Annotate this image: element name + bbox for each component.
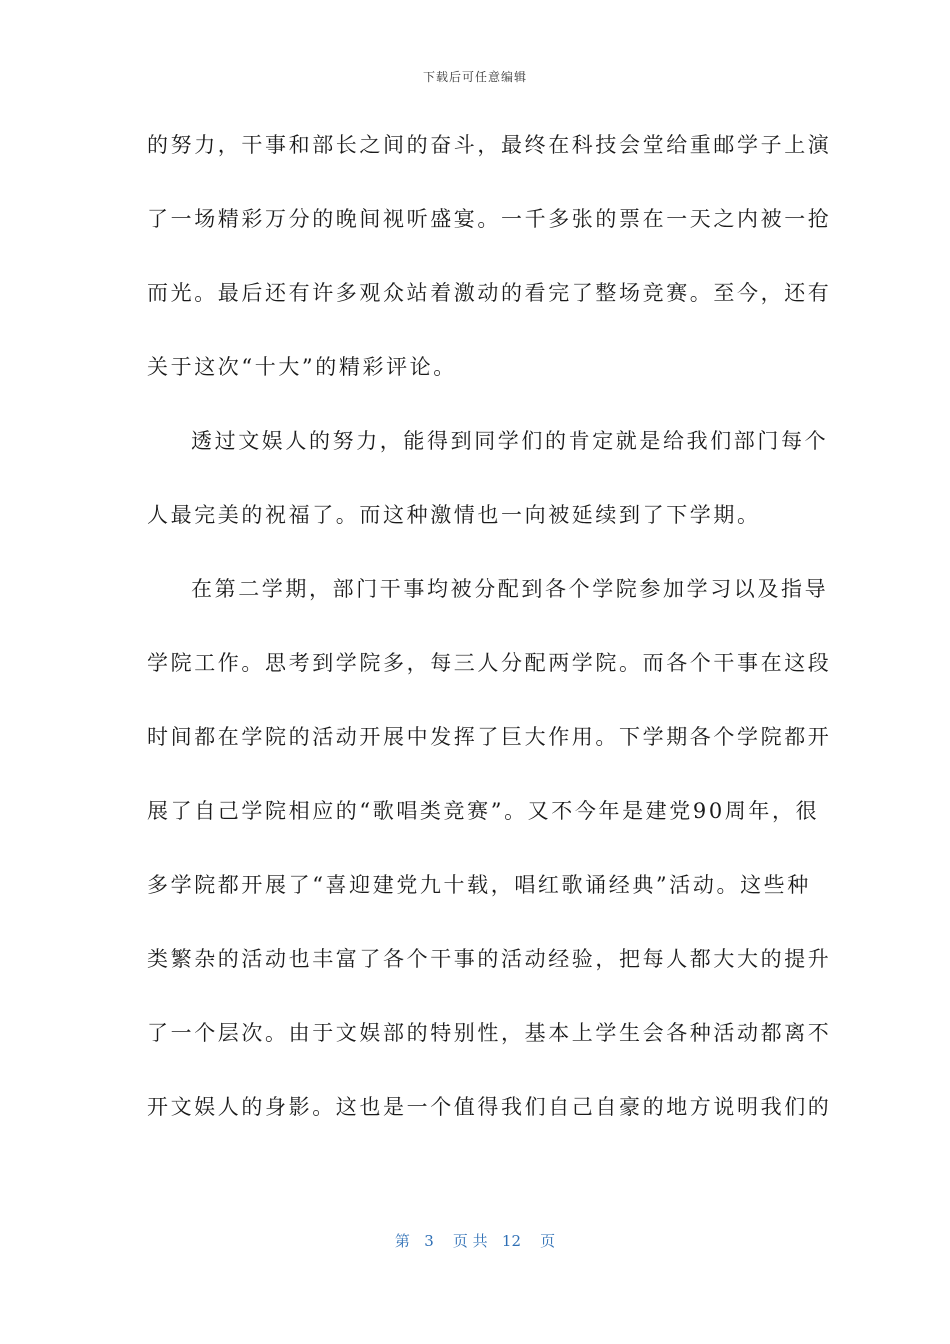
body-line: 学院工作。思考到学院多，每三人分配两学院。而各个干事在这段 bbox=[147, 651, 832, 675]
body-line: 关于这次“十大”的精彩评论。 bbox=[147, 355, 457, 379]
body-line: 了一场精彩万分的晚间视听盛宴。一千多张的票在一天之内被一抢 bbox=[147, 207, 832, 231]
body-line: 类繁杂的活动也丰富了各个干事的活动经验，把每人都大大的提升 bbox=[147, 947, 832, 971]
paragraph-start-line: 透过文娱人的努力，能得到同学们的肯定就是给我们部门每个 bbox=[191, 429, 829, 453]
body-line: 而光。最后还有许多观众站着激动的看完了整场竞赛。至今，还有 bbox=[147, 281, 832, 305]
body-line: 的努力，干事和部长之间的奋斗，最终在科技会堂给重邮学子上演 bbox=[147, 133, 832, 157]
body-line: 开文娱人的身影。这也是一个值得我们自己自豪的地方说明我们的 bbox=[147, 1095, 832, 1119]
body-line: 人最完美的祝福了。而这种激情也一向被延续到了下学期。 bbox=[147, 503, 761, 527]
page-number-footer: 第 3 页 共 12 页 bbox=[394, 1232, 556, 1250]
body-line: 时间都在学院的活动开展中发挥了巨大作用。下学期各个学院都开 bbox=[147, 725, 832, 749]
paragraph-start-line: 在第二学期，部门干事均被分配到各个学院参加学习以及指导 bbox=[191, 577, 829, 601]
download-edit-note: 下载后可任意编辑 bbox=[422, 70, 527, 84]
document-body bbox=[147, 118, 832, 1154]
body-line: 了一个层次。由于文娱部的特别性，基本上学生会各种活动都离不 bbox=[147, 1021, 832, 1045]
body-line: 展了自己学院相应的“歌唱类竞赛”。又不今年是建党90周年，很 bbox=[147, 799, 820, 823]
body-line: 多学院都开展了“喜迎建党九十载，唱红歌诵经典”活动。这些种 bbox=[147, 873, 811, 897]
